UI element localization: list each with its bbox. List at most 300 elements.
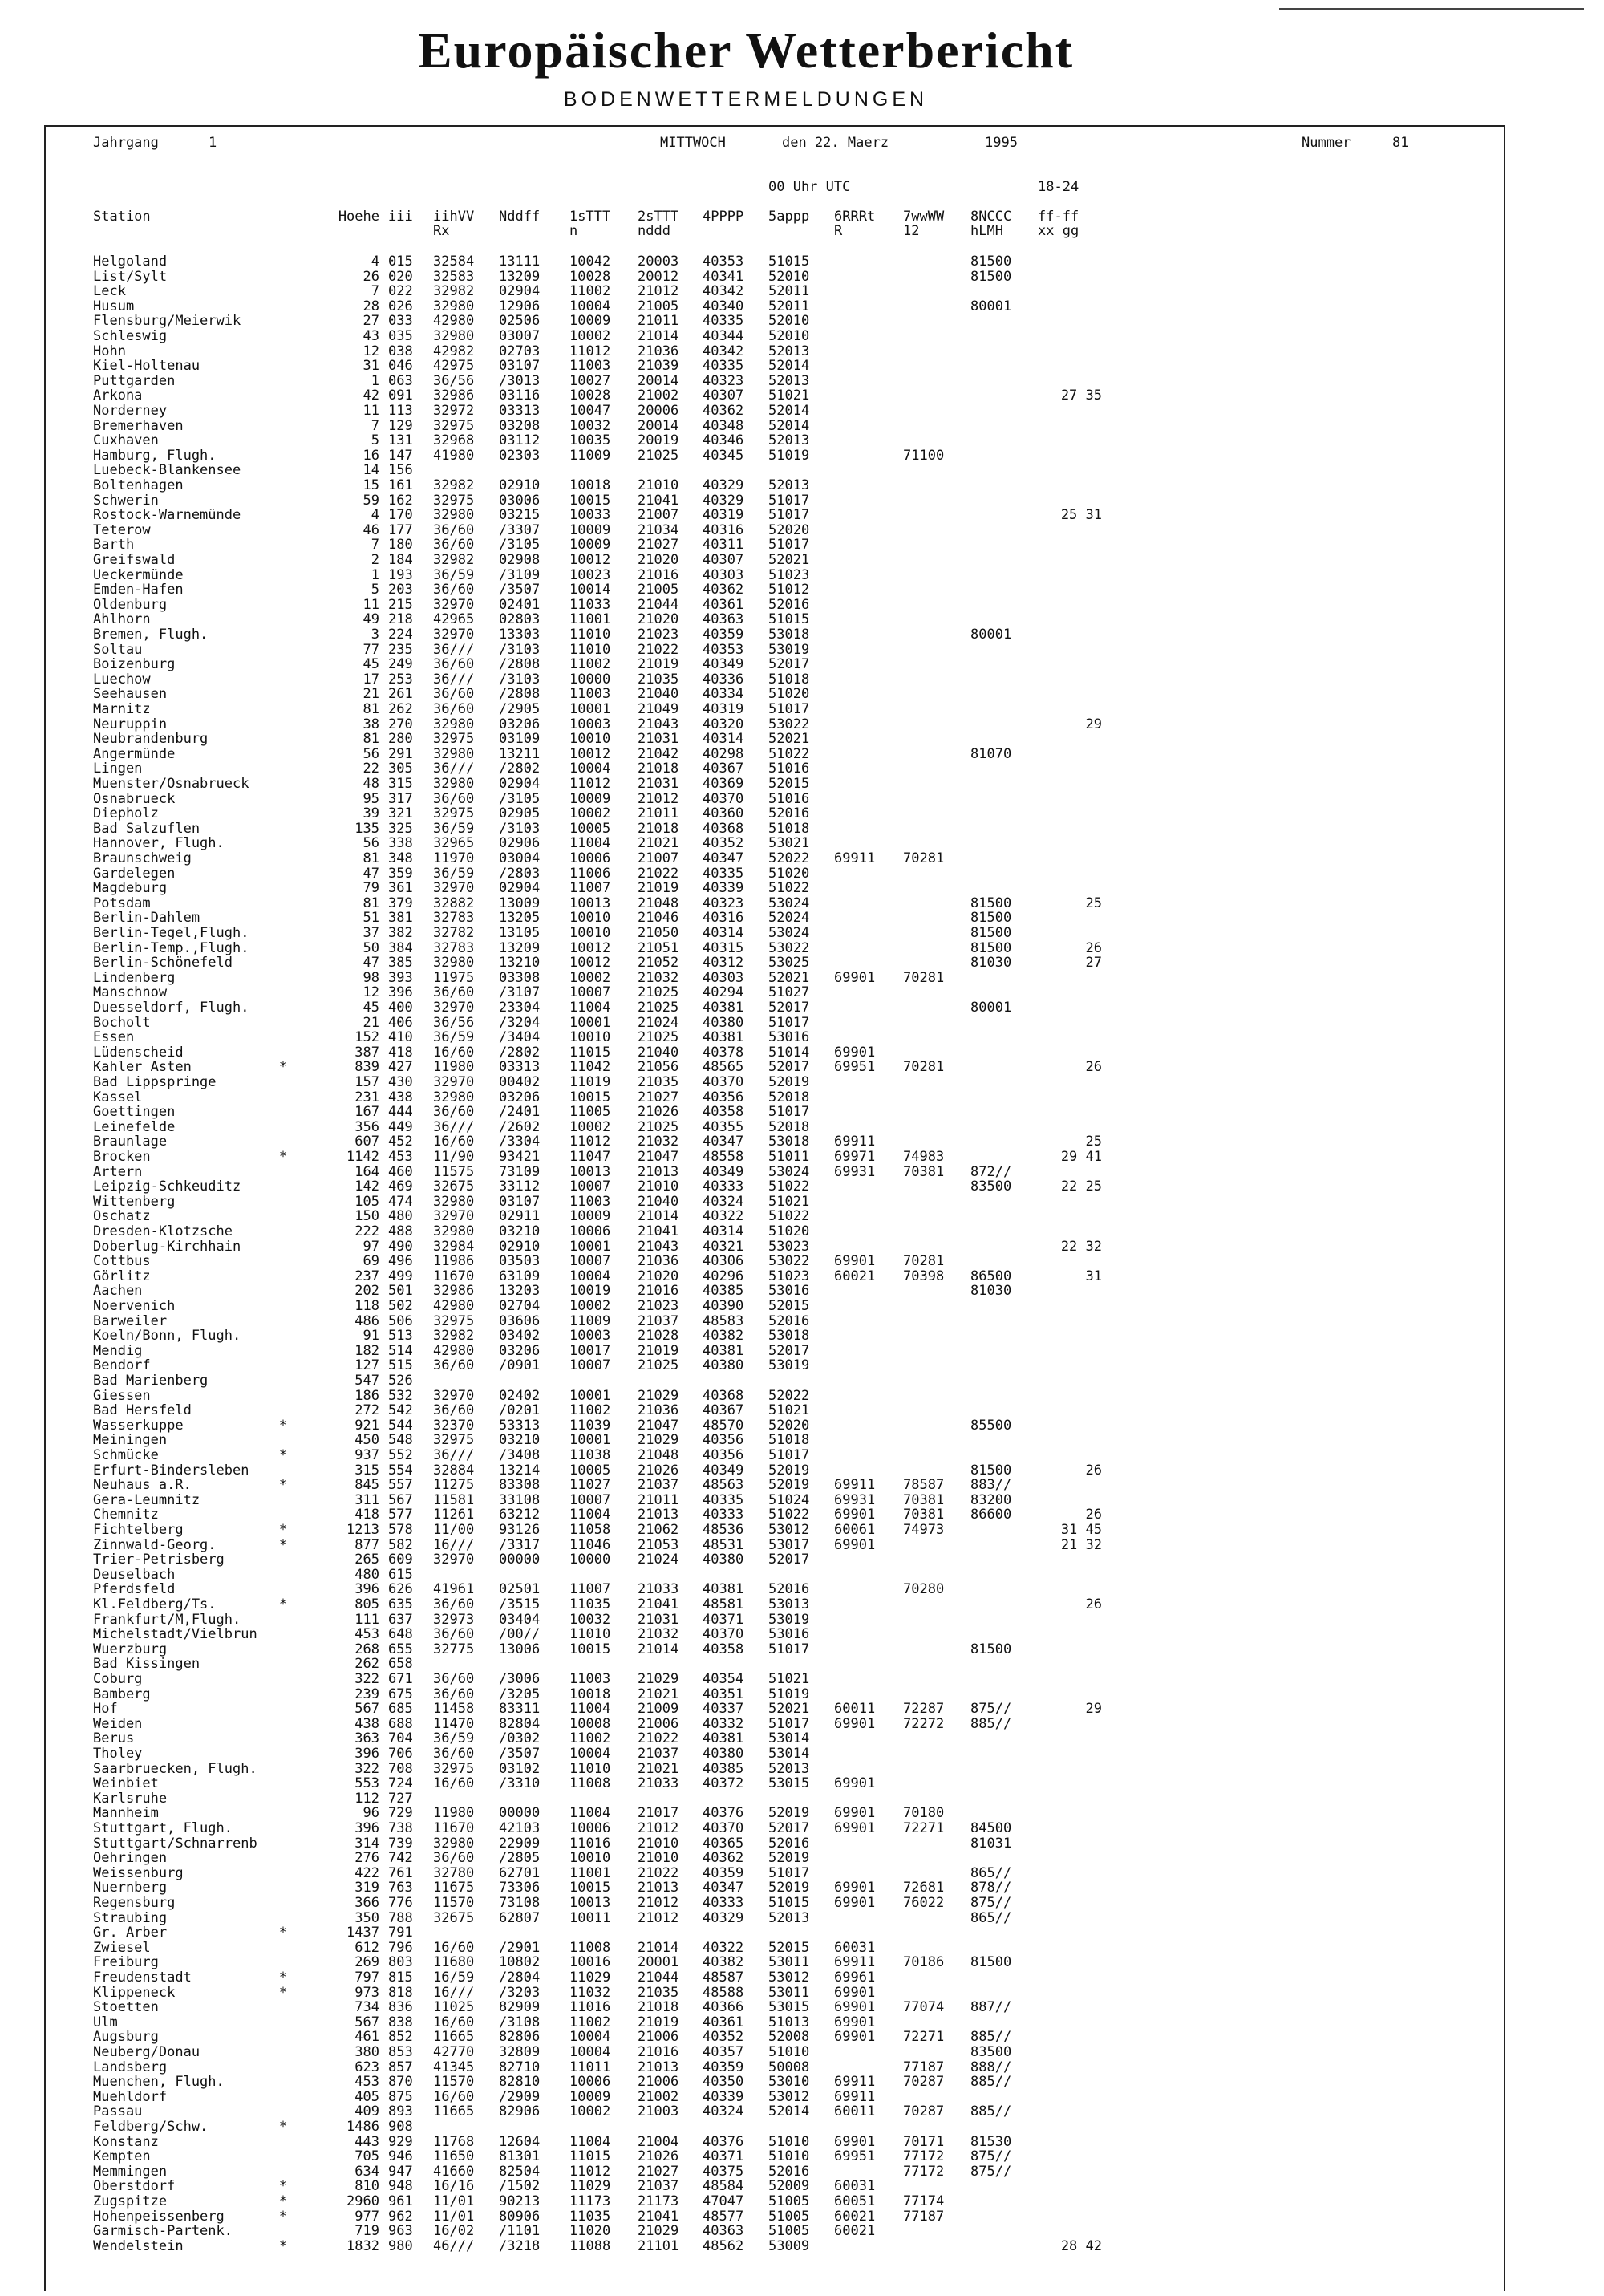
group-8nccc: 80001 [970, 627, 1012, 643]
group-1sttt: 11012 [569, 1134, 611, 1150]
group-1sttt: 11004 [569, 1507, 611, 1523]
station-name: Zwiesel [93, 1939, 151, 1956]
group-7wwww: 70281 [903, 850, 945, 866]
hoehe: 81 [363, 894, 379, 911]
col-8nccc-sub: hLMH [970, 223, 1003, 239]
group-4pppp: 40367 [703, 761, 744, 777]
group-6rrrt: 60021 [834, 2223, 876, 2240]
group-2sttt: 21036 [638, 1253, 679, 1270]
ihvv: 32970 [433, 1387, 475, 1404]
table-row [0, 1045, 1604, 1060]
ihvv: 16/// [433, 1984, 475, 2001]
station-name: Barweiler [93, 1312, 168, 1329]
station-name: Bad Salzuflen [93, 820, 200, 837]
station-name: Passau [93, 2103, 143, 2120]
group-5appp: 51013 [768, 2014, 810, 2030]
group-1sttt: 11007 [569, 1581, 611, 1598]
station-name: Augsburg [93, 2029, 159, 2046]
group-4pppp: 40390 [703, 1298, 744, 1314]
station-name: Leinefelde [93, 1118, 176, 1135]
group-2sttt: 21012 [638, 1820, 679, 1836]
group-1sttt: 11002 [569, 283, 611, 300]
group-1sttt: 10001 [569, 1387, 611, 1404]
ihvv: 11665 [433, 2029, 475, 2046]
group-1sttt: 10008 [569, 1715, 611, 1732]
table-row [0, 1179, 1604, 1194]
group-4pppp: 48570 [703, 1417, 744, 1434]
group-2sttt: 21020 [638, 611, 679, 628]
group-1sttt: 11088 [569, 2237, 611, 2254]
nddff: 02401 [499, 596, 541, 613]
group-2sttt: 21036 [638, 343, 679, 359]
nddff: /2805 [499, 1850, 541, 1867]
group-5appp: 51021 [768, 1671, 810, 1687]
ihvv: 36/60 [433, 984, 475, 1001]
nddff: 62701 [499, 1864, 541, 1881]
group-2sttt: 21025 [638, 447, 679, 464]
hoehe: 269 [354, 1954, 379, 1971]
col-2sttt: 2sTTT [638, 209, 679, 225]
group-1sttt: 10004 [569, 1268, 611, 1284]
iii: 015 [388, 254, 413, 270]
group-4pppp: 40346 [703, 432, 744, 449]
group-4pppp: 40353 [703, 254, 744, 270]
col-hoehe: Hoehe [338, 209, 379, 225]
station-name: Marnitz [93, 701, 151, 717]
group-5appp: 52016 [768, 2163, 810, 2180]
group-2sttt: 21046 [638, 910, 679, 927]
group-5appp: 52010 [768, 268, 810, 285]
group-1sttt: 10033 [569, 507, 611, 524]
group-4pppp: 48531 [703, 1536, 744, 1553]
group-1sttt: 11038 [569, 1447, 611, 1463]
mountain-mark: * [278, 2237, 288, 2254]
group-1sttt: 10010 [569, 925, 611, 941]
hoehe: 322 [354, 1671, 379, 1687]
table-row [0, 717, 1604, 732]
station-name: Bad Marienberg [93, 1373, 209, 1389]
iii: 218 [388, 611, 413, 628]
station-name: Deuselbach [93, 1566, 176, 1583]
station-name: Muenchen, Flugh. [93, 2074, 225, 2091]
ihvv: 11970 [433, 850, 475, 866]
nddff: 02703 [499, 343, 541, 359]
group-1sttt: 10028 [569, 387, 611, 404]
ihvv: 36/60 [433, 537, 475, 554]
nddff: 03313 [499, 403, 541, 419]
station-name: Stuttgart, Flugh. [93, 1820, 233, 1836]
group-2sttt: 21026 [638, 1462, 679, 1479]
table-row [0, 344, 1604, 359]
group-2sttt: 21037 [638, 1746, 679, 1762]
group-ffff: 28 42 [1060, 2237, 1102, 2254]
iii: 177 [388, 521, 413, 538]
hoehe: 311 [354, 1491, 379, 1508]
ihvv: 11/00 [433, 1522, 475, 1538]
group-6rrrt: 69901 [834, 1895, 876, 1911]
group-5appp: 53019 [768, 1611, 810, 1628]
nddff: 03206 [499, 716, 541, 732]
group-5appp: 51018 [768, 671, 810, 688]
group-4pppp: 40366 [703, 1999, 744, 2016]
iii: 675 [388, 1685, 413, 1702]
iii: 385 [388, 955, 413, 972]
table-row [0, 1373, 1604, 1388]
group-1sttt: 11002 [569, 1402, 611, 1419]
hoehe: 222 [354, 1223, 379, 1239]
station-name: Weiden [93, 1715, 143, 1732]
station-name: Schmücke [93, 1447, 159, 1463]
ihvv: 36/60 [433, 1685, 475, 1702]
table-row [0, 687, 1604, 701]
group-5appp: 51016 [768, 761, 810, 777]
ihvv: 11975 [433, 969, 475, 986]
hoehe: 26 [363, 268, 379, 285]
group-2sttt: 21019 [638, 656, 679, 673]
group-4pppp: 40380 [703, 1357, 744, 1374]
station-name: Kl.Feldberg/Ts. [93, 1596, 217, 1612]
station-name: Erfurt-Bindersleben [93, 1462, 249, 1479]
station-name: Soltau [93, 641, 143, 658]
col-6rrrt: 6RRRt [834, 209, 876, 225]
station-name: List/Sylt [93, 268, 168, 285]
station-name: Zinnwald-Georg. [93, 1536, 217, 1553]
nummer-label: Nummer [1302, 135, 1351, 151]
iii: 742 [388, 1850, 413, 1867]
group-4pppp: 40329 [703, 477, 744, 493]
group-5appp: 53018 [768, 1134, 810, 1150]
group-6rrrt: 69901 [834, 1044, 876, 1061]
group-8nccc: 885// [970, 2029, 1012, 2046]
group-5appp: 52014 [768, 417, 810, 434]
nddff: /2802 [499, 1044, 541, 1061]
station-name: Helgoland [93, 254, 168, 270]
group-7wwww: 72272 [903, 1715, 945, 1732]
group-4pppp: 40303 [703, 566, 744, 583]
hoehe: 46 [363, 521, 379, 538]
group-5appp: 51010 [768, 2133, 810, 2150]
hoehe: 877 [354, 1536, 379, 1553]
iii: 453 [388, 1149, 413, 1165]
iii: 280 [388, 731, 413, 748]
hoehe: 315 [354, 1462, 379, 1479]
station-name: Neuhaus a.R. [93, 1477, 192, 1494]
group-2sttt: 21010 [638, 1835, 679, 1852]
group-1sttt: 10007 [569, 1491, 611, 1508]
table-row [0, 806, 1604, 821]
mountain-mark: * [278, 1925, 288, 1941]
group-5appp: 51018 [768, 1432, 810, 1449]
station-name: Cottbus [93, 1253, 151, 1270]
ihvv: 32975 [433, 492, 475, 509]
group-1sttt: 10015 [569, 492, 611, 509]
report-year: 1995 [985, 135, 1018, 151]
table-row [0, 792, 1604, 806]
table-row [0, 1195, 1604, 1209]
table-row [0, 448, 1604, 463]
iii: 325 [388, 820, 413, 837]
mountain-mark: * [278, 1596, 288, 1612]
group-2sttt: 21005 [638, 298, 679, 314]
ihvv: 36/60 [433, 1626, 475, 1643]
group-4pppp: 40359 [703, 2059, 744, 2075]
group-8nccc: 81030 [970, 955, 1012, 972]
station-name: Hof [93, 1701, 118, 1718]
nddff: /3105 [499, 537, 541, 554]
station-name: Mannheim [93, 1805, 159, 1822]
hoehe: 262 [354, 1656, 379, 1673]
group-6rrrt: 69901 [834, 1775, 876, 1792]
group-1sttt: 11012 [569, 2163, 611, 2180]
station-name: Kiel-Holtenau [93, 358, 200, 375]
iii: 980 [388, 2237, 413, 2254]
nddff: /2802 [499, 761, 541, 777]
group-2sttt: 21053 [638, 1536, 679, 1553]
table-row [0, 1463, 1604, 1478]
iii: 788 [388, 1909, 413, 1926]
group-4pppp: 40314 [703, 731, 744, 748]
nummer-value: 81 [1392, 135, 1409, 151]
nddff: 02803 [499, 611, 541, 628]
iii: 963 [388, 2223, 413, 2240]
group-1sttt: 10010 [569, 910, 611, 927]
group-4pppp: 40294 [703, 984, 744, 1001]
hoehe: 3 [371, 627, 379, 643]
ihvv: 36/// [433, 671, 475, 688]
hoehe: 59 [363, 492, 379, 509]
hoehe: 1 [371, 566, 379, 583]
group-5appp: 52017 [768, 1552, 810, 1568]
nddff: 13105 [499, 925, 541, 941]
group-1sttt: 11173 [569, 2193, 611, 2209]
ihvv: 32675 [433, 1178, 475, 1195]
group-4pppp: 47047 [703, 2193, 744, 2209]
table-row [0, 2015, 1604, 2030]
hoehe: 43 [363, 328, 379, 344]
hoehe: 937 [354, 1447, 379, 1463]
iii: 193 [388, 566, 413, 583]
hoehe: 1 [371, 372, 379, 389]
group-2sttt: 21037 [638, 1477, 679, 1494]
table-row [0, 1776, 1604, 1791]
table-row [0, 2149, 1604, 2164]
iii: 708 [388, 1760, 413, 1777]
iii: 480 [388, 1208, 413, 1225]
ihvv: 11670 [433, 1820, 475, 1836]
group-6rrrt: 69901 [834, 1880, 876, 1896]
group-1sttt: 11012 [569, 343, 611, 359]
ihvv: 11025 [433, 1999, 475, 2016]
group-7wwww: 74983 [903, 1149, 945, 1165]
table-row [0, 1806, 1604, 1820]
nddff: /2804 [499, 1969, 541, 1986]
station-name: Luebeck-Blankensee [93, 462, 241, 479]
group-1sttt: 11001 [569, 611, 611, 628]
ihvv: 32975 [433, 1432, 475, 1449]
table-row [0, 1970, 1604, 1985]
group-1sttt: 10035 [569, 432, 611, 449]
group-4pppp: 40349 [703, 1462, 744, 1479]
table-row [0, 2120, 1604, 2134]
hoehe: 567 [354, 1701, 379, 1718]
hoehe: 17 [363, 671, 379, 688]
ihvv: 32370 [433, 1417, 475, 1434]
hoehe: 69 [363, 1253, 379, 1270]
group-6rrrt: 60021 [834, 2208, 876, 2225]
ihvv: 32972 [433, 403, 475, 419]
group-6rrrt: 69931 [834, 1491, 876, 1508]
station-name: Stoetten [93, 1999, 159, 2016]
nddff: 73108 [499, 1895, 541, 1911]
iii: 739 [388, 1835, 413, 1852]
group-4pppp: 40323 [703, 894, 744, 911]
nddff: /0901 [499, 1357, 541, 1374]
group-5appp: 51005 [768, 2193, 810, 2209]
ihvv: 11261 [433, 1507, 475, 1523]
group-1sttt: 10015 [569, 1641, 611, 1657]
iii: 875 [388, 2088, 413, 2105]
group-ffff: 21 32 [1060, 1536, 1102, 1553]
group-5appp: 52015 [768, 1939, 810, 1956]
group-7wwww: 70186 [903, 1954, 945, 1971]
table-row [0, 1358, 1604, 1373]
station-name: Ulm [93, 2014, 118, 2030]
group-6rrrt: 69901 [834, 1507, 876, 1523]
nddff: 82909 [499, 1999, 541, 2016]
hoehe: 182 [354, 1342, 379, 1359]
nddff: 82504 [499, 2163, 541, 2180]
ihvv: 36/// [433, 1447, 475, 1463]
iii: 129 [388, 417, 413, 434]
table-row [0, 1060, 1604, 1074]
iii: 438 [388, 1089, 413, 1105]
group-2sttt: 20014 [638, 417, 679, 434]
group-1sttt: 11008 [569, 1939, 611, 1956]
table-row [0, 388, 1604, 403]
group-1sttt: 10005 [569, 1462, 611, 1479]
station-name: Schwerin [93, 492, 159, 509]
group-6rrrt: 69911 [834, 2074, 876, 2091]
group-6rrrt: 69911 [834, 1954, 876, 1971]
ihvv: 36/60 [433, 521, 475, 538]
nddff: 13009 [499, 894, 541, 911]
table-row [0, 523, 1604, 537]
group-7wwww: 70281 [903, 1059, 945, 1076]
nddff: /3204 [499, 1014, 541, 1031]
group-2sttt: 21022 [638, 1864, 679, 1881]
ihvv: 32973 [433, 1611, 475, 1628]
station-name: Gera-Leumnitz [93, 1491, 200, 1508]
iii: 791 [388, 1925, 413, 1941]
mountain-mark: * [278, 2178, 288, 2195]
table-row [0, 926, 1604, 940]
ihvv: 32970 [433, 627, 475, 643]
group-5appp: 53023 [768, 1238, 810, 1255]
hoehe: 845 [354, 1477, 379, 1494]
group-1sttt: 10042 [569, 254, 611, 270]
station-name: Gr. Arber [93, 1925, 168, 1941]
group-4pppp: 40382 [703, 1954, 744, 1971]
station-name: Memmingen [93, 2163, 168, 2180]
nddff: 13214 [499, 1462, 541, 1479]
group-4pppp: 40376 [703, 2133, 744, 2150]
station-name: Chemnitz [93, 1507, 159, 1523]
iii: 946 [388, 2148, 413, 2165]
iii: 156 [388, 462, 413, 479]
group-6rrrt: 69901 [834, 2014, 876, 2030]
iii: 502 [388, 1298, 413, 1314]
group-5appp: 51018 [768, 820, 810, 837]
station-name: Bremen, Flugh. [93, 627, 209, 643]
group-2sttt: 21041 [638, 492, 679, 509]
group-1sttt: 11003 [569, 686, 611, 703]
group-2sttt: 21013 [638, 1163, 679, 1180]
group-2sttt: 21027 [638, 1089, 679, 1105]
table-row [0, 971, 1604, 985]
nddff: 03308 [499, 969, 541, 986]
hoehe: 49 [363, 611, 379, 628]
iii: 224 [388, 627, 413, 643]
group-4pppp: 40339 [703, 880, 744, 897]
group-4pppp: 40335 [703, 313, 744, 330]
nddff: /2909 [499, 2088, 541, 2105]
group-1sttt: 11003 [569, 1671, 611, 1687]
group-5appp: 53017 [768, 1536, 810, 1553]
ihvv: 36/60 [433, 1402, 475, 1419]
nddff: 13006 [499, 1641, 541, 1657]
nddff: 03109 [499, 731, 541, 748]
group-5appp: 53011 [768, 1984, 810, 2001]
iii: 609 [388, 1552, 413, 1568]
station-name: Cuxhaven [93, 432, 159, 449]
time-label: 00 Uhr UTC [768, 179, 851, 195]
group-5appp: 51019 [768, 1685, 810, 1702]
nddff: 02906 [499, 835, 541, 852]
ihvv: 36/59 [433, 1029, 475, 1046]
ihvv: 32986 [433, 387, 475, 404]
iii: 410 [388, 1029, 413, 1046]
hoehe: 396 [354, 1746, 379, 1762]
nddff: 53313 [499, 1417, 541, 1434]
table-row [0, 1507, 1604, 1522]
ihvv: 41961 [433, 1581, 475, 1598]
station-name: Luechow [93, 671, 151, 688]
group-5appp: 51023 [768, 566, 810, 583]
iii: 578 [388, 1522, 413, 1538]
group-7wwww: 71100 [903, 447, 945, 464]
hoehe: 422 [354, 1864, 379, 1881]
hoehe: 268 [354, 1641, 379, 1657]
table-row [0, 941, 1604, 955]
group-ffff: 29 [1085, 716, 1102, 732]
group-5appp: 52013 [768, 343, 810, 359]
group-4pppp: 40332 [703, 1715, 744, 1732]
station-name: Puttgarden [93, 372, 176, 389]
group-1sttt: 11047 [569, 1149, 611, 1165]
iii: 384 [388, 939, 413, 956]
iii: 249 [388, 656, 413, 673]
table-row [0, 1523, 1604, 1537]
hoehe: 237 [354, 1268, 379, 1284]
mountain-mark: * [278, 1984, 288, 2001]
nddff: 03210 [499, 1223, 541, 1239]
hoehe: 810 [354, 2178, 379, 2195]
ihvv: 36/// [433, 761, 475, 777]
iii: 776 [388, 1895, 413, 1911]
group-5appp: 52022 [768, 1387, 810, 1404]
hoehe: 50 [363, 939, 379, 956]
group-4pppp: 40341 [703, 268, 744, 285]
